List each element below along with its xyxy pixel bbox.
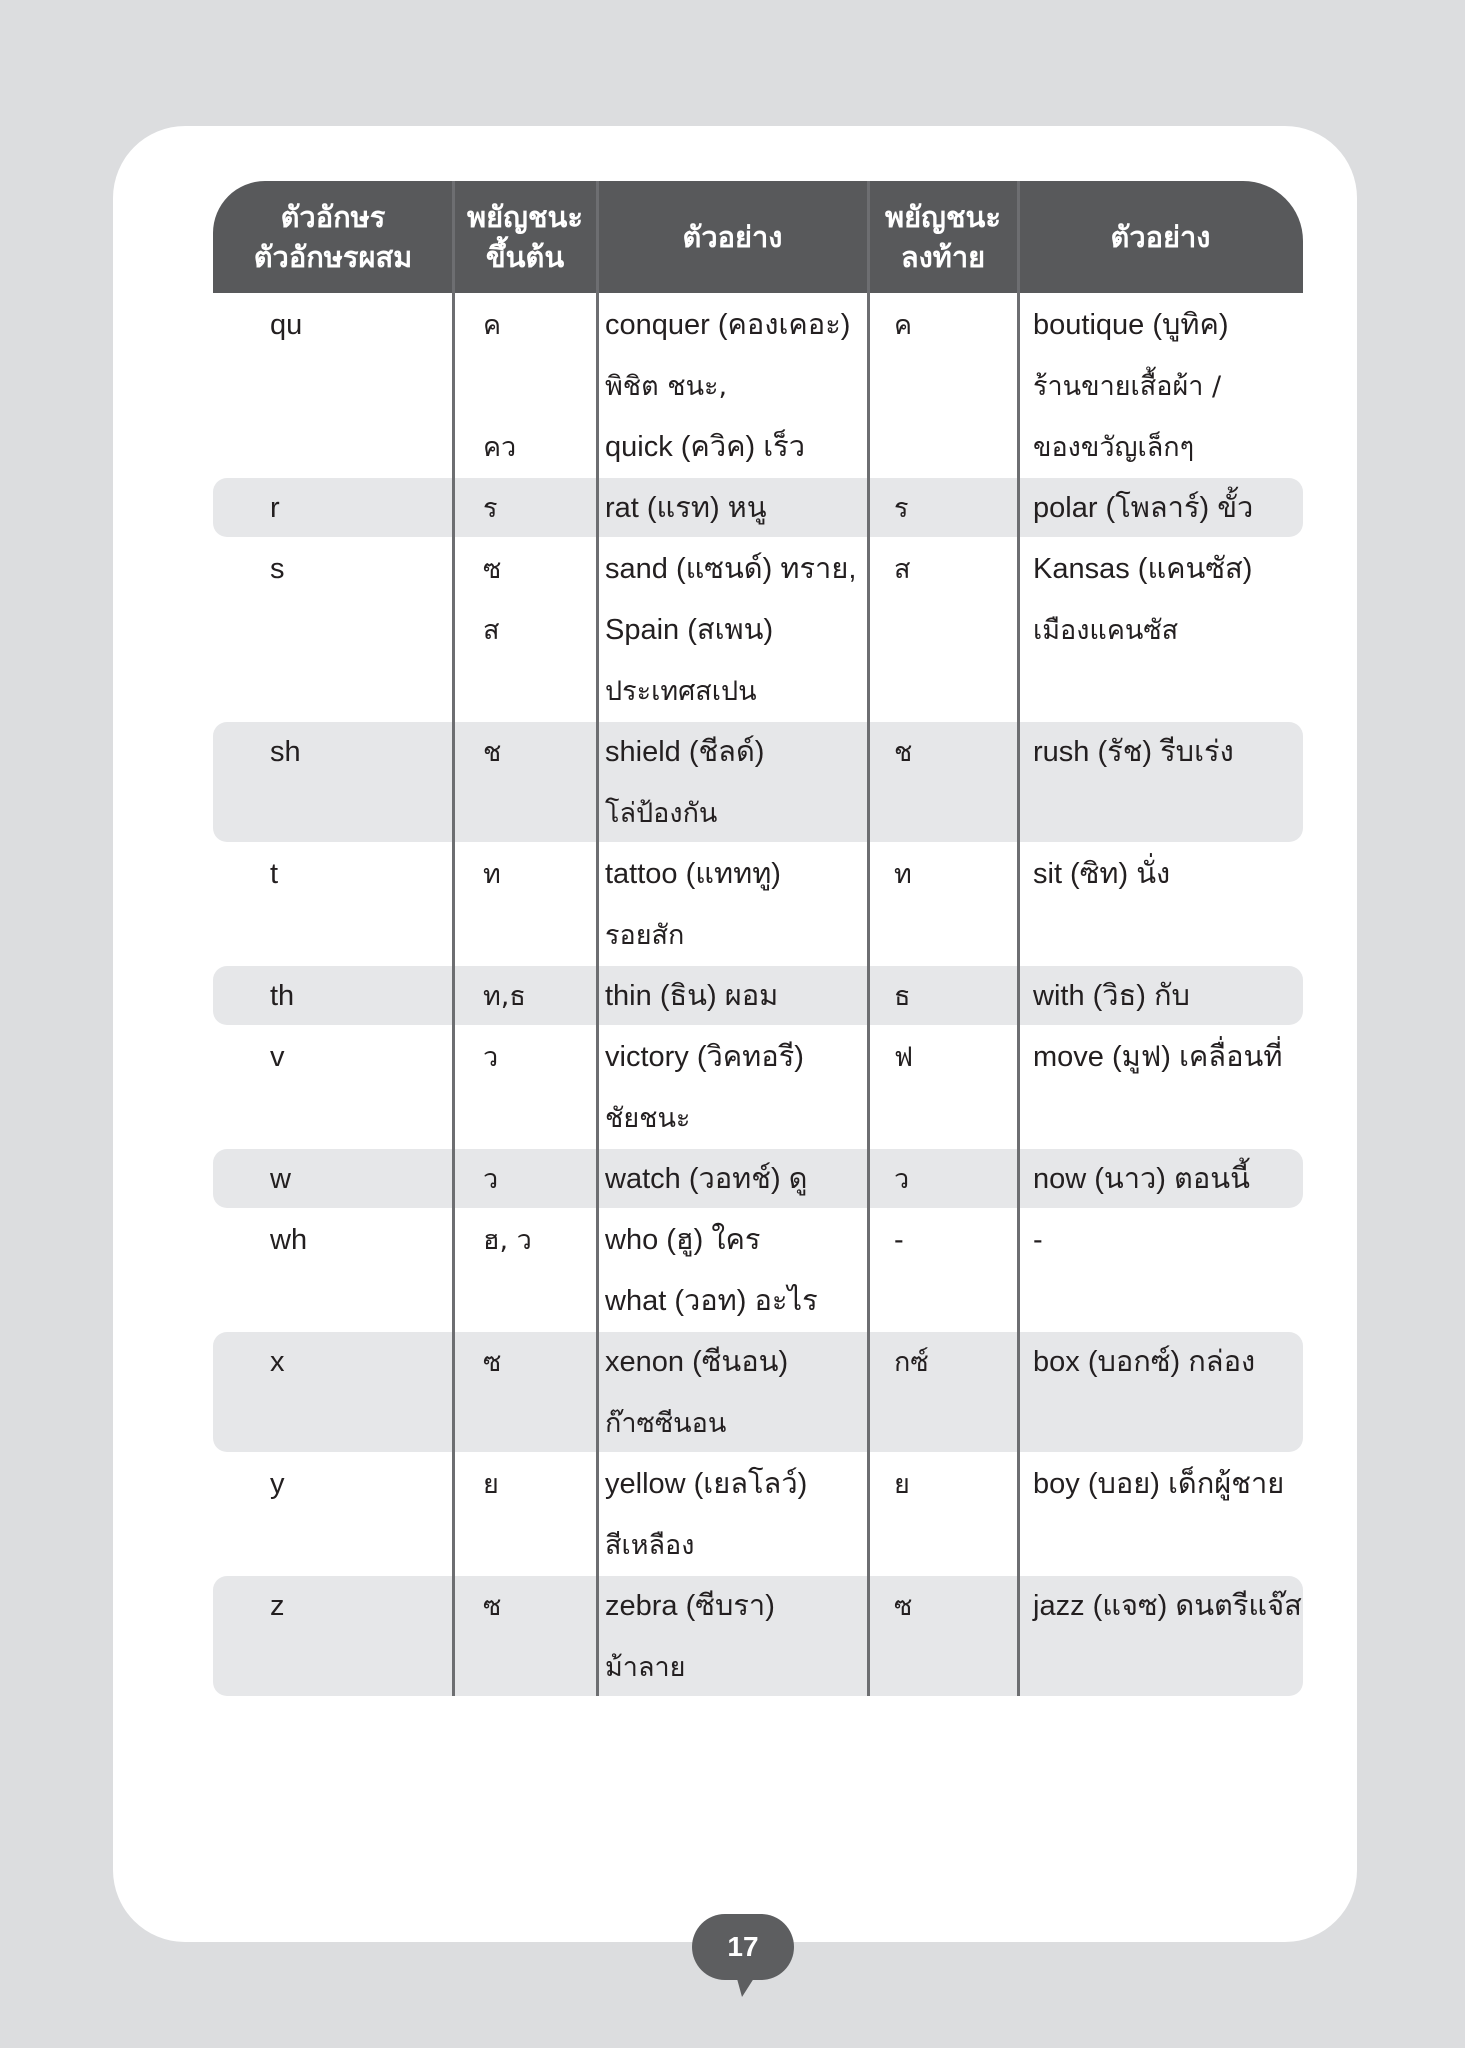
cell-final: ว [894,1164,910,1195]
header-cell-3: ตัวอย่าง [682,220,783,254]
cell-example: ชัยชนะ [605,1103,691,1134]
cell-final-example: box (บอกซ์) กล่อง [1033,1346,1256,1378]
cell-letter: r [270,492,280,524]
cell-example: ก๊าซซีนอน [605,1408,727,1439]
column-divider [1017,181,1020,1696]
column-divider [867,181,870,1696]
header-cell-2: พยัญชนะ ขึ้นต้น [467,200,583,274]
cell-example: shield (ชีลด์) [605,736,765,768]
cell-letter: v [270,1041,285,1073]
cell-letter: t [270,858,279,890]
cell-initial: ส [483,615,500,646]
cell-initial: ช [483,737,502,768]
cell-letter: wh [270,1224,308,1256]
cell-initial: ว [483,1042,499,1073]
cell-final: ธ [894,981,911,1012]
cell-final: ร [894,493,909,524]
cell-example: thin (ธิน) ผอม [605,980,779,1012]
cell-final: ฟ [894,1042,914,1073]
cell-final: - [894,1224,904,1256]
cell-final: ส [894,554,911,585]
cell-example: zebra (ซีบรา) [605,1590,775,1622]
cell-example: ประเทศสเปน [605,676,757,707]
cell-initial: ซ [483,554,502,585]
header-cell-1: ตัวอักษร ตัวอักษรผสม [253,200,413,274]
cell-final-example: jazz (แจซ) ดนตรีแจ๊ส [1033,1590,1302,1622]
cell-initial: ซ [483,1591,502,1622]
cell-example: yellow (เยลโลว์) [605,1468,808,1500]
cell-example: who (ฮู) ใคร [605,1224,761,1256]
cell-final-example: Kansas (แคนซัส) [1033,553,1253,585]
column-divider [596,181,599,1696]
cell-initial: ว [483,1164,499,1195]
page-number-bubble-tail [736,1975,756,1997]
cell-example: what (วอท) อะไร [605,1285,818,1317]
cell-letter: y [270,1468,285,1500]
cell-final-example: rush (รัช) รีบเร่ง [1033,736,1234,768]
cell-initial: ย [483,1469,499,1500]
cell-letter: th [270,980,295,1012]
cell-initial: ท [483,859,501,890]
cell-final: ช [894,737,913,768]
cell-final-example: move (มูฟ) เคลื่อนที่ [1033,1041,1283,1073]
cell-letter: sh [270,736,301,768]
cell-final: ซ [894,1591,913,1622]
cell-final-example: now (นาว) ตอนนี้ [1033,1163,1250,1195]
cell-letter: s [270,553,285,585]
cell-example: sand (แซนด์) ทราย, [605,553,857,585]
cell-example: xenon (ซีนอน) [605,1346,789,1378]
cell-final-example: polar (โพลาร์) ขั้ว [1033,492,1254,524]
page-number: 17 [692,1914,794,1980]
cell-final-example: with (วิธ) กับ [1033,980,1190,1012]
cell-final-example: ร้านขายเสื้อผ้า / [1033,371,1222,402]
cell-final: ย [894,1469,910,1500]
cell-final-example: ของขวัญเล็กๆ [1033,432,1195,463]
header-cell-5: ตัวอย่าง [1110,220,1211,254]
cell-final-example: boy (บอย) เด็กผู้ชาย [1033,1468,1285,1500]
cell-letter: w [270,1163,291,1195]
cell-initial: คว [483,432,517,463]
cell-letter: x [270,1346,285,1378]
column-divider [452,181,455,1696]
cell-example: รอยสัก [605,920,685,951]
cell-initial: ซ [483,1347,502,1378]
cell-example: conquer (คองเคอะ) [605,309,851,341]
cell-example: quick (ควิค) เร็ว [605,431,805,463]
cell-initial: ค [483,310,502,341]
cell-final: ท [894,859,912,890]
cell-final-example: boutique (บูทิค) [1033,309,1229,341]
cell-letter: qu [270,309,303,341]
cell-example: tattoo (แทททู) [605,858,781,890]
cell-example: ม้าลาย [605,1652,686,1683]
cell-final: ค [894,310,913,341]
cell-final-example: - [1033,1224,1043,1256]
cell-letter: z [270,1590,285,1622]
cell-example: victory (วิคทอรี) [605,1041,804,1073]
cell-example: Spain (สเพน) [605,614,774,646]
header-cell-4: พยัญชนะ ลงท้าย [885,200,1001,274]
cell-final-example: เมืองแคนซัส [1033,615,1179,646]
cell-example: โล่ป้องกัน [605,798,718,829]
cell-initial: ฮ, ว [483,1225,532,1256]
cell-example: watch (วอทช์) ดู [605,1163,808,1195]
cell-example: rat (แรท) หนู [605,492,767,524]
cell-example: พิชิต ชนะ, [605,371,728,402]
cell-example: สีเหลือง [605,1530,695,1561]
cell-final: กซ์ [894,1347,929,1378]
cell-initial: ท,ธ [483,981,526,1012]
cell-initial: ร [483,493,498,524]
cell-final-example: sit (ซิท) นั่ง [1033,858,1171,890]
table-header [213,181,1303,293]
